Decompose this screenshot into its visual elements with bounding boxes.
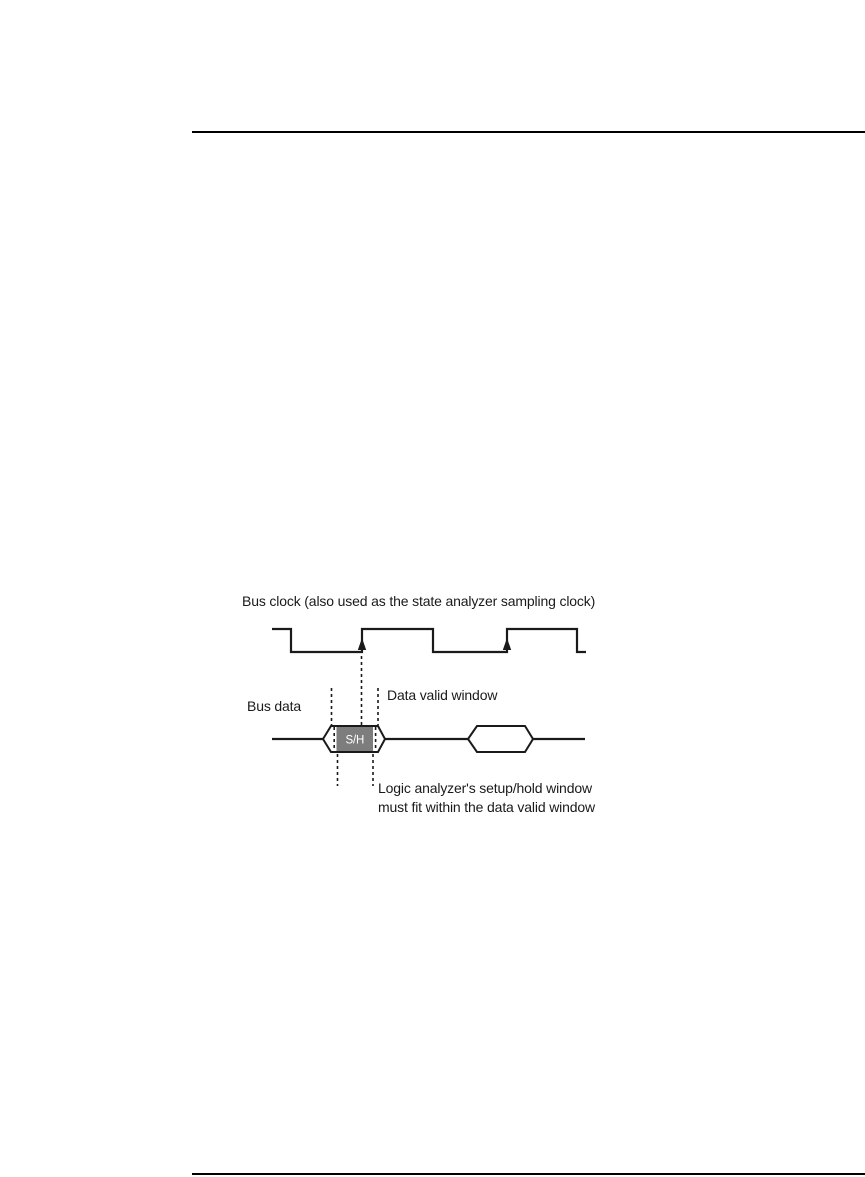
- bus-clock-waveform: [272, 629, 586, 652]
- timing-diagram: [265, 620, 595, 792]
- setup-hold-caption-line2: must fit within the data valid window: [378, 799, 596, 815]
- footer-rule: [192, 1173, 865, 1175]
- bus-clock-label: Bus clock (also used as the state analyzer sampling clock): [242, 593, 596, 609]
- sampling-edge-arrow-1: [358, 638, 366, 650]
- sampling-edge-arrow-2: [503, 638, 511, 650]
- header-rule: [192, 131, 865, 133]
- data-valid-window-label: Data valid window: [387, 687, 498, 703]
- setup-hold-caption-line1: Logic analyzer's setup/hold window: [378, 780, 592, 796]
- next-data-valid-window-shape: [468, 726, 533, 752]
- bus-data-label: Bus data: [247, 698, 302, 714]
- setup-hold-window-label: S/H: [345, 734, 365, 747]
